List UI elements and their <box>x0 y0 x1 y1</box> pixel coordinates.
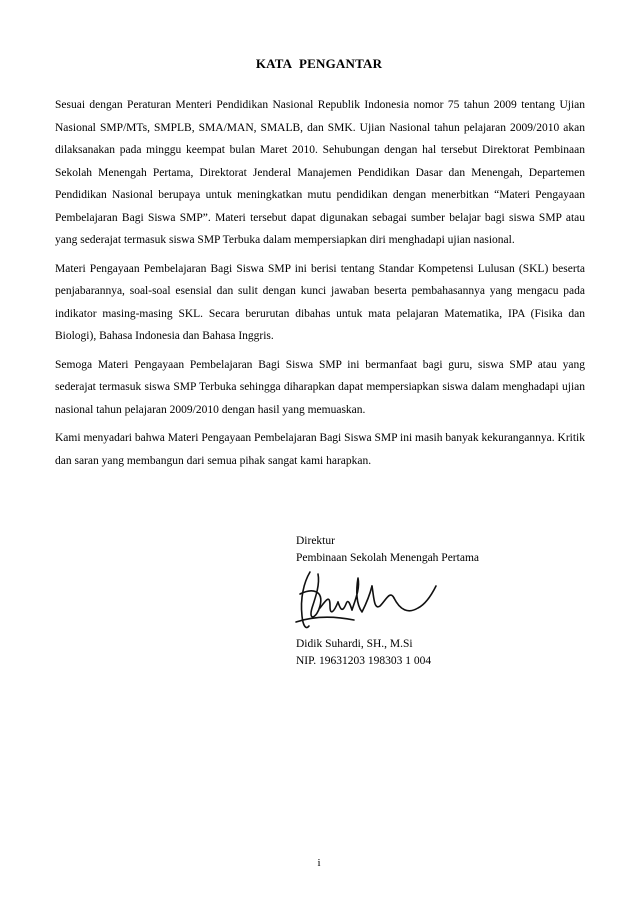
signer-office: Pembinaan Sekolah Menengah Pertama <box>296 552 479 564</box>
handwritten-signature <box>290 564 440 636</box>
paragraph-2: Materi Pengayaan Pembelajaran Bagi Siswa SMP ini berisi tentang Standar Kompetensi Lulusan (SKL) beserta penjabarannya, soal-soal esensial dan sulit dengan kunci jawaban beserta pembahasannya yang mengacu pada indikator masing-masing SKL. Secara berurutan dibahas untuk mata pelajaran Matematika, IPA (Fisika dan Biologi), Bahasa Indonesia dan Bahasa Inggris. <box>55 262 585 342</box>
signer-nip: NIP. 19631203 198303 1 004 <box>296 655 432 667</box>
paragraph-3: Semoga Materi Pengayaan Pembelajaran Bagi Siswa SMP ini bermanfaat bagi guru, siswa SMP atau yang sederajat termasuk siswa SMP Terbuka sehingga diharapkan dapat mempersiapkan siswa dalam menghadapi ujian nasional tahun pelajaran 2009/2010 dengan hasil yang memuaskan. <box>55 358 585 416</box>
paragraph-4: Kami menyadari bahwa Materi Pengayaan Pembelajaran Bagi Siswa SMP ini masih banyak kekurangannya. Kritik dan saran yang membangun dari semua pihak sangat kami harapkan. <box>55 432 585 467</box>
signer-details <box>296 636 431 670</box>
paragraph-1: Sesuai dengan Peraturan Menteri Pendidikan Nasional Republik Indonesia nomor 75 tahun 2009 tentang Ujian Nasional SMP/MTs, SMPLB, SMA/MAN, SMALB, dan SMK. Ujian Nasional tahun pelajaran 2009/2010 akan dilaksanakan pada minggu keempat bulan Maret 2010. Sehubungan dengan hal tersebut Direktorat Pembinaan Sekolah Menengah Pertama, Direktorat Jenderal Manajemen Pendidikan Dasar dan Menengah, Departemen Pendidikan Nasional berupaya untuk meningkatkan mutu pendidikan dengan menerbitkan “Materi Pengayaan Pembelajaran Bagi Siswa SMP”. Materi tersebut dapat digunakan sebagai sumber belajar bagi siswa SMP atau yang sederajat termasuk siswa SMP Terbuka dalam mempersiapkan diri menghadapi ujian nasional. <box>55 99 585 246</box>
signer-position: Direktur <box>296 535 335 547</box>
page-title: KATA PENGANTAR <box>255 56 383 71</box>
signer-name: Didik Suhardi, SH., M.Si <box>296 638 413 650</box>
body-text <box>55 94 585 478</box>
page-number: i <box>317 857 321 869</box>
signature-block <box>296 533 596 567</box>
